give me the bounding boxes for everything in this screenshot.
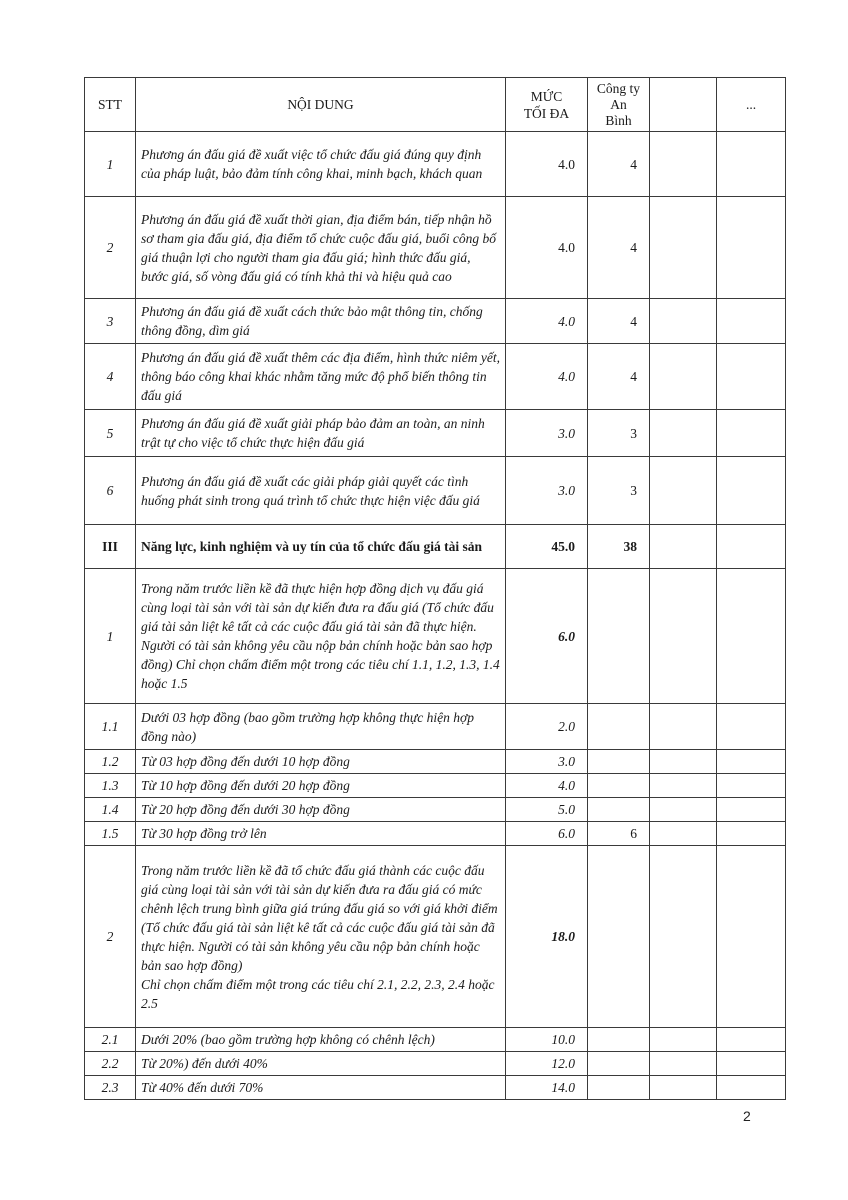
row-stt: 3 [85, 299, 136, 344]
row-stt: 5 [85, 410, 136, 457]
row-content: Từ 10 hợp đồng đến dưới 20 hợp đồng [136, 774, 506, 798]
row-company-score: 6 [588, 822, 650, 846]
table-row [85, 299, 786, 344]
table-row [85, 132, 786, 197]
row-empty-cell [717, 569, 786, 704]
row-empty-cell [650, 1076, 717, 1100]
table-row [85, 344, 786, 410]
row-stt: 2.3 [85, 1076, 136, 1100]
row-empty-cell [650, 1028, 717, 1052]
row-empty-cell [717, 1052, 786, 1076]
row-empty-cell [650, 410, 717, 457]
row-max-score: 4.0 [506, 299, 588, 344]
row-content: Từ 03 hợp đồng đến dưới 10 hợp đồng [136, 750, 506, 774]
row-company-score: 3 [588, 457, 650, 525]
row-empty-cell [650, 344, 717, 410]
row-empty-cell [650, 569, 717, 704]
row-empty-cell [717, 1076, 786, 1100]
header-company-line1: Công ty [596, 80, 641, 96]
header-ellipsis: ... [717, 78, 786, 132]
row-content: Từ 30 hợp đồng trở lên [136, 822, 506, 846]
row-max-score: 4.0 [506, 774, 588, 798]
row-empty-cell [717, 525, 786, 569]
table-row [85, 750, 786, 774]
row-stt: 2 [85, 846, 136, 1028]
table-row [85, 704, 786, 750]
row-content: Từ 20 hợp đồng đến dưới 30 hợp đồng [136, 798, 506, 822]
row-company-score [588, 1076, 650, 1100]
row-empty-cell [650, 457, 717, 525]
header-company-line3: Bình [605, 112, 632, 128]
row-company-score [588, 1052, 650, 1076]
row-company-score [588, 704, 650, 750]
table-row [85, 1028, 786, 1052]
row-company-score [588, 1028, 650, 1052]
row-content: Từ 40% đến dưới 70% [136, 1076, 506, 1100]
row-company-score [588, 846, 650, 1028]
row-company-score: 4 [588, 344, 650, 410]
table-row [85, 1076, 786, 1100]
row-stt: 1.5 [85, 822, 136, 846]
row-stt: 4 [85, 344, 136, 410]
section-title: Năng lực, kinh nghiệm và uy tín của tổ chức đấu giá tài sản [136, 525, 506, 569]
row-stt: 2 [85, 197, 136, 299]
header-max-line2: TỐI ĐA [523, 105, 570, 121]
row-empty-cell [650, 132, 717, 197]
row-empty-cell [650, 798, 717, 822]
table-row [85, 197, 786, 299]
row-content: Phương án đấu giá đề xuất giải pháp bảo đảm an toàn, an ninh trật tự cho việc tổ chức thực hiện đấu giá [136, 410, 506, 457]
row-stt: 2.1 [85, 1028, 136, 1052]
header-stt: STT [85, 78, 136, 132]
header-max-score [506, 78, 588, 132]
row-empty-cell [717, 344, 786, 410]
row-company-score [588, 569, 650, 704]
row-content: Trong năm trước liền kề đã tổ chức đấu giá thành các cuộc đấu giá cùng loại tài sản với tài sản dự kiến đưa ra đấu giá có mức chênh lệch trung bình giữa giá trúng đấu giá so với giá khởi điểm (Tổ chức đấu giá tài sản liệt kê tất cả các cuộc đấu giá tài sản đã thực hiện. Người có tài sản không yêu cầu nộp bản chính hoặc bản sao hợp đồng) Chỉ chọn chấm điểm một trong các tiêu chí 2.1, 2.2, 2.3, 2.4 hoặc 2.5 [136, 846, 506, 1028]
row-empty-cell [717, 846, 786, 1028]
header-company-line2: An [610, 96, 627, 112]
row-content: Từ 20%) đến dưới 40% [136, 1052, 506, 1076]
row-max-score: 6.0 [506, 569, 588, 704]
table-row [85, 822, 786, 846]
row-company-score [588, 774, 650, 798]
row-max-score: 12.0 [506, 1052, 588, 1076]
row-content: Phương án đấu giá đề xuất cách thức bảo mật thông tin, chống thông đồng, dìm giá [136, 299, 506, 344]
row-empty-cell [717, 798, 786, 822]
row-empty-cell [650, 704, 717, 750]
row-empty-cell [717, 750, 786, 774]
header-content: NỘI DUNG [136, 78, 506, 132]
table-row [85, 569, 786, 704]
row-max-score: 4.0 [506, 132, 588, 197]
row-empty-cell [717, 1028, 786, 1052]
row-max-score: 14.0 [506, 1076, 588, 1100]
row-empty-cell [717, 774, 786, 798]
row-empty-cell [650, 822, 717, 846]
header-company [588, 78, 650, 132]
scoring-table [84, 77, 786, 1100]
row-stt: 1.4 [85, 798, 136, 822]
row-company-score [588, 750, 650, 774]
row-empty-cell [717, 457, 786, 525]
row-empty-cell [717, 822, 786, 846]
row-content: Phương án đấu giá đề xuất thêm các địa điểm, hình thức niêm yết, thông báo công khai khác nhằm tăng mức độ phổ biến thông tin đấu giá [136, 344, 506, 410]
row-empty-cell [717, 132, 786, 197]
row-stt: 2.2 [85, 1052, 136, 1076]
row-max-score: 4.0 [506, 197, 588, 299]
row-empty-cell [650, 299, 717, 344]
row-content: Phương án đấu giá đề xuất thời gian, địa điểm bán, tiếp nhận hồ sơ tham gia đấu giá, địa điểm tổ chức cuộc đấu giá, buổi công bố giá thuận lợi cho người tham gia đấu giá; hình thức đấu giá, bước giá, số vòng đấu giá có tính khả thi và hiệu quả cao [136, 197, 506, 299]
row-empty-cell [650, 1052, 717, 1076]
row-empty-cell [650, 525, 717, 569]
row-stt: 1.2 [85, 750, 136, 774]
row-max-score: 3.0 [506, 750, 588, 774]
row-empty-cell [650, 846, 717, 1028]
row-empty-cell [650, 197, 717, 299]
table-row [85, 774, 786, 798]
row-company-score: 4 [588, 299, 650, 344]
row-max-score: 6.0 [506, 822, 588, 846]
row-content: Phương án đấu giá đề xuất việc tổ chức đấu giá đúng quy định của pháp luật, bảo đảm tính công khai, minh bạch, khách quan [136, 132, 506, 197]
row-max-score: 3.0 [506, 410, 588, 457]
row-company-score [588, 798, 650, 822]
row-empty-cell [717, 410, 786, 457]
table-header-row [85, 78, 786, 132]
page-number: 2 [743, 1108, 751, 1124]
section-row [85, 525, 786, 569]
table-row [85, 798, 786, 822]
row-max-score: 5.0 [506, 798, 588, 822]
row-max-score: 4.0 [506, 344, 588, 410]
row-max-score: 10.0 [506, 1028, 588, 1052]
table-row [85, 410, 786, 457]
row-content: Phương án đấu giá đề xuất các giải pháp giải quyết các tình huống phát sinh trong quá trình tổ chức thực hiện việc đấu giá [136, 457, 506, 525]
row-max-score: 3.0 [506, 457, 588, 525]
row-stt: 1.3 [85, 774, 136, 798]
section-max-score: 45.0 [506, 525, 588, 569]
row-empty-cell [717, 197, 786, 299]
row-content: Trong năm trước liền kề đã thực hiện hợp đồng dịch vụ đấu giá cùng loại tài sản với tài sản dự kiến đưa ra đấu giá (Tổ chức đấu giá tài sản liệt kê tất cả các cuộc đấu giá tài sản đã thực hiện. Người có tài sản không yêu cầu nộp bản chính hoặc bản sao hợp đồng) Chỉ chọn chấm điểm một trong các tiêu chí 1.1, 1.2, 1.3, 1.4 hoặc 1.5 [136, 569, 506, 704]
row-stt: 1.1 [85, 704, 136, 750]
row-company-score: 4 [588, 132, 650, 197]
row-content: Dưới 20% (bao gồm trường hợp không có chênh lệch) [136, 1028, 506, 1052]
row-company-score: 3 [588, 410, 650, 457]
table-row [85, 457, 786, 525]
row-max-score: 18.0 [506, 846, 588, 1028]
row-content: Dưới 03 hợp đồng (bao gồm trường hợp không thực hiện hợp đồng nào) [136, 704, 506, 750]
row-company-score: 4 [588, 197, 650, 299]
row-stt: 1 [85, 132, 136, 197]
section-stt: III [85, 525, 136, 569]
header-max-line1: MỨC [530, 88, 563, 104]
section-company-score: 38 [588, 525, 650, 569]
row-empty-cell [717, 299, 786, 344]
row-empty-cell [717, 704, 786, 750]
row-stt: 1 [85, 569, 136, 704]
row-stt: 6 [85, 457, 136, 525]
table-row [85, 846, 786, 1028]
row-empty-cell [650, 750, 717, 774]
row-empty-cell [650, 774, 717, 798]
header-col5 [650, 78, 717, 132]
row-max-score: 2.0 [506, 704, 588, 750]
table-row [85, 1052, 786, 1076]
